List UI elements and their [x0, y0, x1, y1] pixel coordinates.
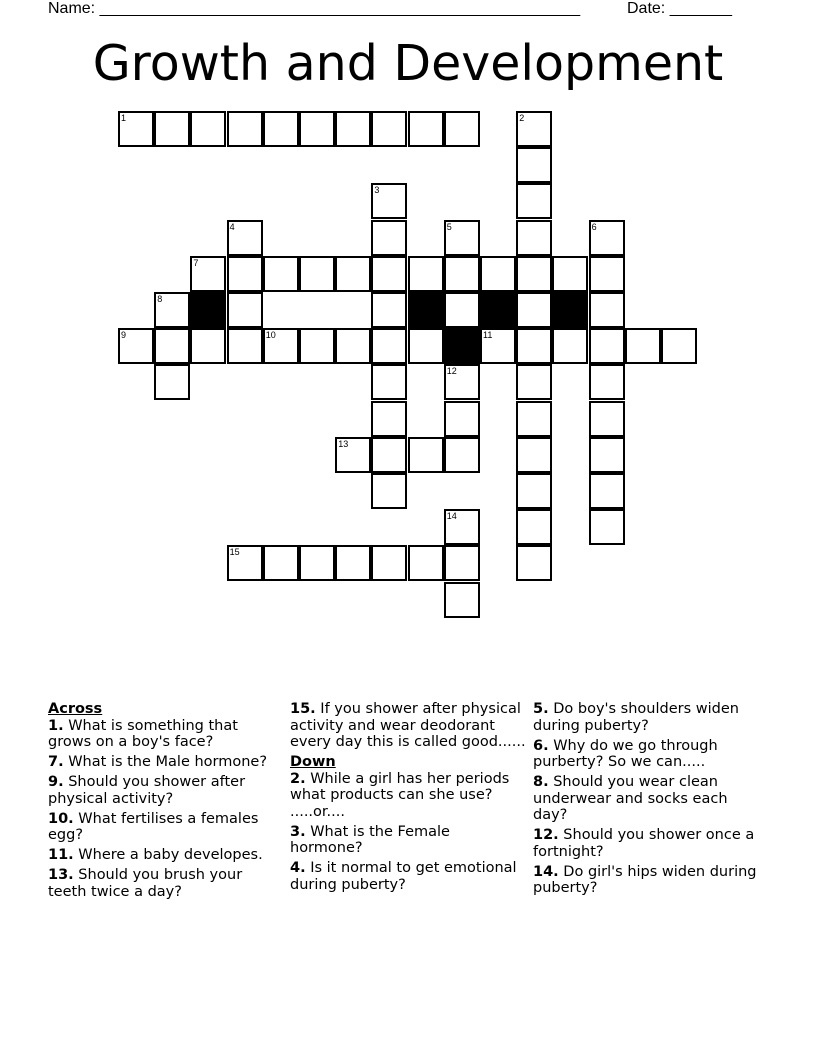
- clue-text: What is the Male hormone?: [68, 754, 268, 770]
- clue-down-3: [290, 824, 526, 857]
- crossword-cell[interactable]: [516, 364, 552, 400]
- across-heading: Across: [48, 701, 103, 717]
- crossword-cell[interactable]: [335, 111, 371, 147]
- name-field[interactable]: Name: ______________________________________________________: [48, 0, 581, 17]
- crossword-cell[interactable]: [263, 256, 299, 292]
- clue-number-label: 10: [265, 330, 276, 341]
- clue-number: 7.: [48, 754, 64, 770]
- crossword-cell[interactable]: [589, 220, 625, 256]
- crossword-cell[interactable]: [444, 220, 480, 256]
- clue-number-label: 15: [229, 547, 240, 558]
- crossword-cell[interactable]: [299, 256, 335, 292]
- clue-number: 2.: [290, 770, 306, 787]
- crossword-cell[interactable]: [480, 328, 516, 364]
- clue-number-label: 13: [338, 438, 349, 449]
- clue-down-2: [290, 771, 526, 821]
- crossword-cell[interactable]: [516, 473, 552, 509]
- crossword-cell[interactable]: [263, 111, 299, 147]
- clue-across-10: [48, 811, 280, 844]
- clue-down-5: [533, 701, 765, 734]
- crossword-cell[interactable]: [444, 509, 480, 545]
- clue-text: Where a baby developes.: [78, 847, 263, 863]
- clue-across-9: [48, 774, 280, 807]
- crossword-cell[interactable]: [335, 256, 371, 292]
- crossword-black-square: [408, 292, 444, 328]
- crossword-cell[interactable]: [516, 401, 552, 437]
- crossword-cell[interactable]: [371, 437, 407, 473]
- crossword-cell[interactable]: [589, 473, 625, 509]
- clue-text: Is it normal to get emotional during puberty?: [290, 860, 517, 893]
- crossword-cell[interactable]: [227, 111, 263, 147]
- crossword-cell[interactable]: [227, 292, 263, 328]
- crossword-cell[interactable]: [408, 256, 444, 292]
- crossword-cell[interactable]: [589, 437, 625, 473]
- crossword-cell[interactable]: [589, 509, 625, 545]
- clues-column-3: [533, 701, 765, 900]
- clue-down-8: [533, 774, 765, 824]
- clue-number-label: 6: [591, 221, 597, 232]
- crossword-cell[interactable]: [371, 292, 407, 328]
- crossword-cell[interactable]: [516, 111, 552, 147]
- crossword-cell[interactable]: [516, 256, 552, 292]
- crossword-cell[interactable]: [516, 328, 552, 364]
- clue-number: 10.: [48, 810, 74, 827]
- crossword-black-square: [480, 292, 516, 328]
- crossword-cell[interactable]: [190, 111, 226, 147]
- crossword-cell[interactable]: [299, 328, 335, 364]
- crossword-cell[interactable]: [516, 147, 552, 183]
- clue-across-15: [290, 701, 526, 751]
- clue-number: 12.: [533, 827, 559, 843]
- clue-text: Should you wear clean underwear and socks each day?: [533, 774, 728, 823]
- clue-number-label: 1: [121, 113, 127, 123]
- crossword-cell[interactable]: [516, 509, 552, 545]
- crossword-cell[interactable]: [154, 328, 190, 364]
- crossword-cell[interactable]: [371, 401, 407, 437]
- crossword-cell[interactable]: [408, 111, 444, 147]
- clue-down-6: [533, 738, 765, 771]
- clue-number: 11.: [48, 847, 74, 863]
- clue-text: What fertilises a females egg?: [48, 810, 259, 843]
- clue-number: 6.: [533, 737, 549, 754]
- clue-down-14: [533, 864, 765, 897]
- crossword-cell[interactable]: [516, 437, 552, 473]
- crossword-cell[interactable]: [444, 401, 480, 437]
- crossword-cell[interactable]: [552, 328, 588, 364]
- crossword-cell[interactable]: [371, 220, 407, 256]
- clue-across-1: [48, 718, 280, 751]
- crossword-black-square: [190, 292, 226, 328]
- crossword-cell[interactable]: [589, 292, 625, 328]
- clue-number: 1.: [48, 717, 64, 734]
- clue-number-label: 5: [446, 221, 452, 232]
- crossword-cell[interactable]: [335, 545, 371, 581]
- crossword-cell[interactable]: [444, 256, 480, 292]
- clue-number-label: 14: [446, 511, 457, 522]
- crossword-cell[interactable]: [444, 437, 480, 473]
- clue-number-label: 12: [446, 366, 457, 377]
- crossword-cell[interactable]: [299, 545, 335, 581]
- crossword-cell[interactable]: [444, 364, 480, 400]
- crossword-cell[interactable]: [154, 111, 190, 147]
- clue-number-label: 4: [229, 221, 235, 232]
- clue-number: 8.: [533, 774, 549, 790]
- crossword-black-square: [552, 292, 588, 328]
- crossword-cell[interactable]: [480, 256, 516, 292]
- clue-number-label: 11: [483, 330, 493, 341]
- crossword-cell[interactable]: [227, 545, 263, 581]
- crossword-cell[interactable]: [444, 582, 480, 618]
- clue-across-13: [48, 867, 280, 900]
- clue-text: Should you shower after physical activity?: [48, 774, 246, 807]
- clue-text: Why do we go through purberty? So we can.....: [533, 737, 718, 770]
- clue-down-4: [290, 860, 526, 893]
- clue-across-11: [48, 847, 280, 864]
- clue-number-label: 3: [374, 185, 380, 196]
- crossword-cell[interactable]: [516, 292, 552, 328]
- crossword-cell[interactable]: [444, 292, 480, 328]
- clue-number: 14.: [533, 863, 559, 880]
- clue-text: Should you shower once a fortnight?: [533, 827, 755, 860]
- crossword-cell[interactable]: [552, 256, 588, 292]
- crossword-cell[interactable]: [589, 328, 625, 364]
- clue-text: While a girl has her periods what products can she use? .....or....: [290, 770, 510, 820]
- crossword-cell[interactable]: [263, 545, 299, 581]
- crossword-cell[interactable]: [516, 220, 552, 256]
- clue-number: 9.: [48, 774, 64, 790]
- clue-number: 5.: [533, 701, 549, 717]
- clues-column-2: [290, 701, 526, 897]
- crossword-cell[interactable]: [516, 183, 552, 219]
- crossword-cell[interactable]: [371, 364, 407, 400]
- crossword-cell[interactable]: [335, 437, 371, 473]
- crossword-cell[interactable]: [408, 437, 444, 473]
- clue-number: 15.: [290, 701, 316, 717]
- crossword-cell[interactable]: [190, 256, 226, 292]
- crossword-cell[interactable]: [589, 256, 625, 292]
- crossword-cell[interactable]: [190, 328, 226, 364]
- page-title: Growth and Development: [92, 35, 724, 92]
- clue-number: 3.: [290, 823, 306, 840]
- crossword-cell[interactable]: [625, 328, 661, 364]
- crossword-cell[interactable]: [444, 545, 480, 581]
- crossword-cell[interactable]: [371, 328, 407, 364]
- crossword-cell[interactable]: [227, 328, 263, 364]
- clue-number: 4.: [290, 860, 306, 876]
- clue-number-label: 2: [519, 113, 525, 123]
- down-heading: Down: [290, 754, 336, 770]
- clue-text: Do girl's hips widen during puberty?: [533, 863, 757, 896]
- clue-text: What is something that grows on a boy's face?: [48, 717, 238, 750]
- crossword-cell[interactable]: [516, 545, 552, 581]
- crossword-cell[interactable]: [118, 111, 154, 147]
- clue-text: Should you brush your teeth twice a day?: [48, 867, 243, 900]
- crossword-cell[interactable]: [371, 545, 407, 581]
- crossword-black-square: [444, 328, 480, 364]
- crossword-cell[interactable]: [371, 256, 407, 292]
- crossword-cell[interactable]: [299, 111, 335, 147]
- crossword-cell[interactable]: [227, 256, 263, 292]
- clue-down-12: [533, 827, 765, 860]
- crossword-cell[interactable]: [154, 364, 190, 400]
- crossword-cell[interactable]: [444, 111, 480, 147]
- clues-column-1: [48, 701, 280, 904]
- crossword-cell[interactable]: [371, 111, 407, 147]
- clue-text: If you shower after physical activity and wear deodorant every day this is called good......: [290, 701, 526, 750]
- crossword-cell[interactable]: [589, 401, 625, 437]
- crossword-cell[interactable]: [661, 328, 697, 364]
- crossword-cell[interactable]: [371, 183, 407, 219]
- clue-number-label: 7: [193, 257, 199, 268]
- crossword-cell[interactable]: [371, 473, 407, 509]
- crossword-cell[interactable]: [408, 545, 444, 581]
- crossword-cell[interactable]: [589, 364, 625, 400]
- clue-number-label: 9: [121, 330, 127, 341]
- clue-text: Do boy's shoulders widen during puberty?: [533, 701, 739, 734]
- crossword-cell[interactable]: [263, 328, 299, 364]
- crossword-cell[interactable]: [335, 328, 371, 364]
- crossword-cell[interactable]: [118, 328, 154, 364]
- clue-number-label: 8: [157, 294, 163, 304]
- crossword-cell[interactable]: [227, 220, 263, 256]
- clue-across-7: [48, 754, 280, 771]
- clue-number: 13.: [48, 867, 74, 883]
- clue-text: What is the Female hormone?: [290, 823, 450, 856]
- crossword-cell[interactable]: [154, 292, 190, 328]
- crossword-cell[interactable]: [408, 328, 444, 364]
- date-field[interactable]: Date: _______: [627, 0, 732, 17]
